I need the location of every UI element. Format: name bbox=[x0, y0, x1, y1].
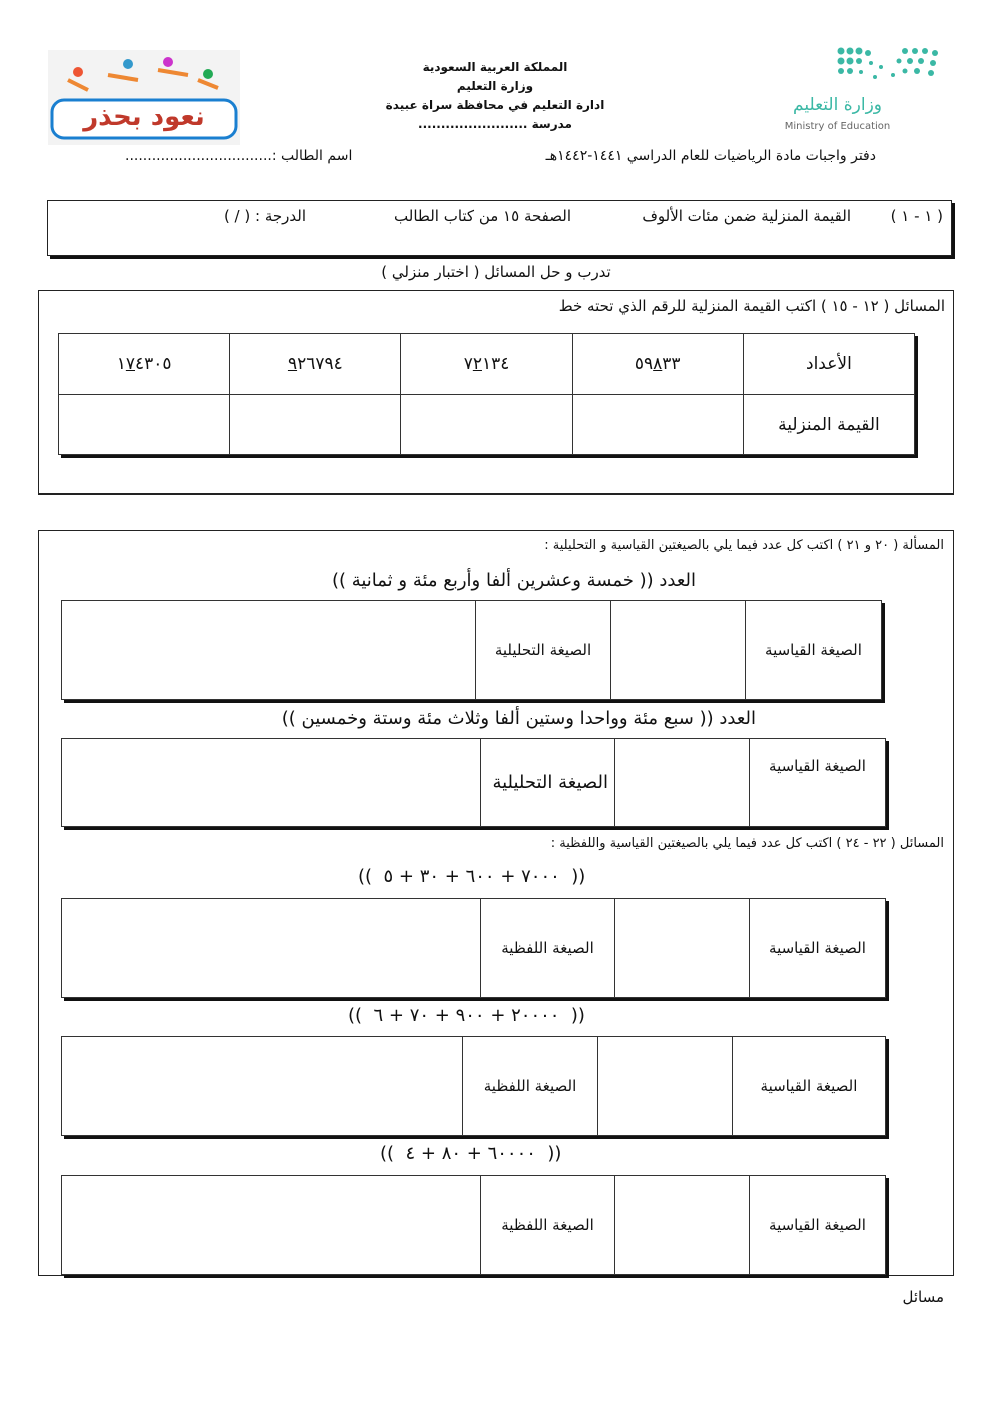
analytic-label: الصيغة التحليلية bbox=[481, 739, 615, 827]
section1-instruction: المسائل ( ١٢ - ١٥ ) اكتب القيمة المنزلية للرقم الذي تحته خط bbox=[558, 297, 945, 315]
number-cell: ٩٢٦٧٩٤ bbox=[230, 334, 401, 395]
standard-answer[interactable] bbox=[615, 739, 750, 827]
expression-1: (( ٧٠٠٠ + ٦٠٠ + ٣٠ + ٥ )) bbox=[358, 866, 586, 887]
standard-label: الصيغة القياسية bbox=[750, 739, 886, 827]
standard-answer[interactable] bbox=[615, 1176, 750, 1275]
practice-title: تدرب و حل المسائل ( اختبار منزلي ) bbox=[381, 263, 611, 281]
standard-answer[interactable] bbox=[611, 601, 746, 700]
header-text bbox=[380, 58, 610, 134]
standard-label: الصيغة القياسية bbox=[733, 1037, 886, 1136]
forms-table-1 bbox=[61, 600, 882, 700]
standard-answer[interactable] bbox=[615, 899, 750, 998]
lesson-title: القيمة المنزلية ضمن مئات الألوف bbox=[642, 207, 851, 225]
footer-label: مسائل bbox=[902, 1288, 944, 1306]
moe-logo bbox=[780, 45, 950, 140]
analytic-label: الصيغة التحليلية bbox=[476, 601, 611, 700]
forms-table-4 bbox=[61, 1036, 886, 1136]
row-label-numbers: الأعداد bbox=[743, 334, 914, 395]
forms-table-2 bbox=[61, 738, 886, 827]
standard-answer[interactable] bbox=[598, 1037, 733, 1136]
row-label-place-value: القيمة المنزلية bbox=[743, 395, 914, 455]
verbal-answer[interactable] bbox=[62, 1037, 463, 1136]
header-line: ادارة التعليم في محافظة سراة عبيدة bbox=[385, 98, 605, 112]
standard-label: الصيغة القياسية bbox=[750, 1176, 886, 1275]
moe-english: Ministry of Education bbox=[784, 121, 891, 132]
lesson-page: الصفحة ١٥ من كتاب الطالب bbox=[394, 207, 571, 225]
section3-instruction: المسائل ( ٢٢ - ٢٤ ) اكتب كل عدد فيما يلي بالصيغتين القياسية واللفظية : bbox=[550, 836, 944, 851]
lesson-code: ( ١ - ١ ) bbox=[890, 207, 943, 225]
analytic-answer[interactable] bbox=[62, 739, 481, 827]
answer-cell[interactable] bbox=[401, 395, 572, 455]
standard-label: الصيغة القياسية bbox=[746, 601, 882, 700]
grade-field[interactable]: الدرجة : ( / ) bbox=[223, 207, 306, 225]
verbal-answer[interactable] bbox=[62, 1176, 481, 1275]
moe-dots-icon bbox=[835, 45, 992, 85]
number-words-2: العدد (( سبع مئة وواحدا وستين ألفا وثلاث مئة وستة وخمسين )) bbox=[281, 708, 756, 729]
verbal-label: الصيغة اللفظية bbox=[481, 899, 615, 998]
number-words-1: العدد (( خمسة وعشرين ألفا وأربع مئة و ثمانية )) bbox=[331, 570, 696, 591]
answer-cell[interactable] bbox=[230, 395, 401, 455]
header-line: المملكة العربية السعودية bbox=[422, 60, 568, 74]
expression-2: (( ٢٠٠٠٠ + ٩٠٠ + ٧٠ + ٦ )) bbox=[348, 1005, 585, 1026]
header-line: مدرسة ........................ bbox=[418, 117, 572, 131]
standard-label: الصيغة القياسية bbox=[750, 899, 886, 998]
school-logo bbox=[48, 50, 240, 145]
student-name-field[interactable]: اسم الطالب :................................. bbox=[125, 148, 353, 164]
header-line: وزارة التعليم bbox=[456, 79, 534, 93]
answer-cell[interactable] bbox=[572, 395, 743, 455]
verbal-label: الصيغة اللفظية bbox=[463, 1037, 598, 1136]
forms-table-5 bbox=[61, 1175, 886, 1275]
logo-text: نعود بحذر bbox=[83, 102, 205, 132]
place-value-table bbox=[58, 333, 915, 455]
lesson-box bbox=[47, 200, 952, 256]
notebook-title: دفتر واجبات مادة الرياضيات للعام الدراسي ١٤٤١-١٤٤٢هـ bbox=[545, 148, 876, 164]
section2-instruction: المسألة ( ٢٠ و ٢١ ) اكتب كل عدد فيما يلي بالصيغتين القياسية و التحليلية : bbox=[544, 538, 944, 553]
number-cell: ١٧٤٣٠٥ bbox=[59, 334, 230, 395]
forms-table-3 bbox=[61, 898, 886, 998]
moe-arabic: وزارة التعليم bbox=[793, 95, 882, 115]
answer-cell[interactable] bbox=[59, 395, 230, 455]
analytic-answer[interactable] bbox=[62, 601, 476, 700]
number-cell: ٥٩٨٣٣ bbox=[572, 334, 743, 395]
expression-3: (( ٦٠٠٠٠ + ٨٠ + ٤ )) bbox=[380, 1143, 562, 1164]
verbal-answer[interactable] bbox=[62, 899, 481, 998]
verbal-label: الصيغة اللفظية bbox=[481, 1176, 615, 1275]
number-cell: ٧٢١٣٤ bbox=[401, 334, 572, 395]
